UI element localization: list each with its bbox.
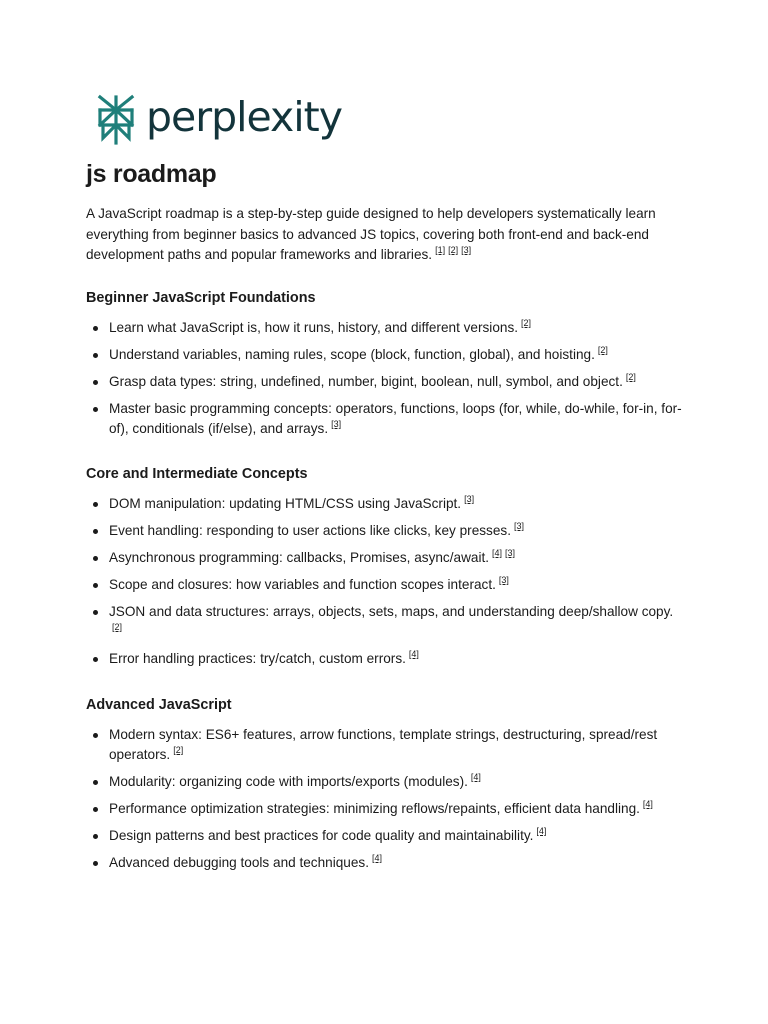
list-item [86, 575, 686, 595]
list-item-text: Grasp data types: string, undefined, number, bigint, boolean, null, symbol, and object. [109, 374, 623, 389]
citation-link[interactable]: [4] [408, 649, 419, 659]
citation-link[interactable]: [2] [448, 245, 459, 255]
list-item [86, 602, 686, 642]
list-item-text: Error handling practices: try/catch, custom errors. [109, 651, 406, 666]
citation-link[interactable]: [4] [492, 548, 503, 558]
citation-link[interactable]: [1] [435, 245, 446, 255]
section-beginner [86, 289, 686, 446]
citation-link[interactable]: [4] [372, 853, 383, 863]
list-item [86, 318, 686, 338]
list-item [86, 494, 686, 514]
section-advanced [86, 696, 686, 880]
perplexity-logo-icon [94, 93, 138, 147]
section-heading: Core and Intermediate Concepts [86, 466, 308, 482]
list-item [86, 772, 686, 792]
brand-logo [94, 92, 342, 148]
citation-link[interactable]: [3] [464, 494, 475, 504]
list-item-text: Learn what JavaScript is, how it runs, history, and different versions. [109, 320, 519, 335]
list-item [86, 649, 686, 669]
citation-link[interactable]: [3] [331, 419, 342, 429]
list-item-text: Design patterns and best practices for code quality and maintainability. [109, 828, 534, 843]
list-item-text: Modern syntax: ES6+ features, arrow functions, template strings, destructuring, spread/rest operators. [109, 727, 658, 762]
citation-link[interactable]: [3] [513, 521, 524, 531]
citation-link [435, 245, 445, 255]
intro-paragraph [86, 204, 686, 266]
list-item-text: Understand variables, naming rules, scope (block, function, global), and hoisting. [109, 347, 595, 362]
citation-link[interactable]: [2] [112, 622, 123, 632]
list-item [86, 521, 686, 541]
intro-text: A JavaScript roadmap is a step-by-step guide designed to help developers systematically learn everything from beginner basics to advanced JS topics, covering both front-end and back-end development paths and popular frameworks and libraries. [86, 206, 656, 262]
citation-link[interactable]: [2] [521, 318, 532, 328]
citation-link[interactable]: [3] [498, 575, 509, 585]
citation-link[interactable]: [2] [597, 345, 608, 355]
citation-link[interactable]: [3] [505, 548, 516, 558]
citation-link[interactable]: [2] [173, 745, 184, 755]
citation-link[interactable]: [4] [642, 799, 653, 809]
section-core-intermediate [86, 465, 686, 676]
list-item [86, 548, 686, 568]
list-item-text: Scope and closures: how variables and function scopes interact. [109, 577, 496, 592]
list-item [86, 372, 686, 392]
section-heading: Advanced JavaScript [86, 697, 232, 713]
list-item [86, 725, 686, 765]
list-item-text: Master basic programming concepts: operators, functions, loops (for, while, do-while, for-in, for-of), conditionals (if/else), and arrays. [109, 401, 682, 436]
bullet-list [86, 318, 686, 439]
list-item-text: Event handling: responding to user actions like clicks, key presses. [109, 523, 511, 538]
list-item [86, 826, 686, 846]
citation-link[interactable]: [4] [470, 772, 481, 782]
list-item [86, 345, 686, 365]
citation-link[interactable]: [3] [461, 245, 472, 255]
list-item-text: Performance optimization strategies: minimizing reflows/repaints, efficient data handling. [109, 801, 640, 816]
page-title: js roadmap [86, 160, 217, 188]
citation-link[interactable]: [2] [625, 372, 636, 382]
bullet-list [86, 725, 686, 873]
citation-link[interactable]: [4] [536, 826, 547, 836]
list-item-text: DOM manipulation: updating HTML/CSS using JavaScript. [109, 496, 462, 511]
list-item-text: Modularity: organizing code with imports/exports (modules). [109, 774, 468, 789]
list-item-text: Advanced debugging tools and techniques. [109, 855, 369, 870]
section-heading: Beginner JavaScript Foundations [86, 290, 316, 306]
brand-wordmark: perplexity [146, 92, 343, 141]
list-item-text: JSON and data structures: arrays, objects, sets, maps, and understanding deep/shallow copy. [109, 604, 674, 619]
list-item [86, 799, 686, 819]
bullet-list [86, 494, 686, 669]
list-item [86, 399, 686, 439]
list-item-text: Asynchronous programming: callbacks, Promises, async/await. [109, 550, 490, 565]
list-item [86, 853, 686, 873]
